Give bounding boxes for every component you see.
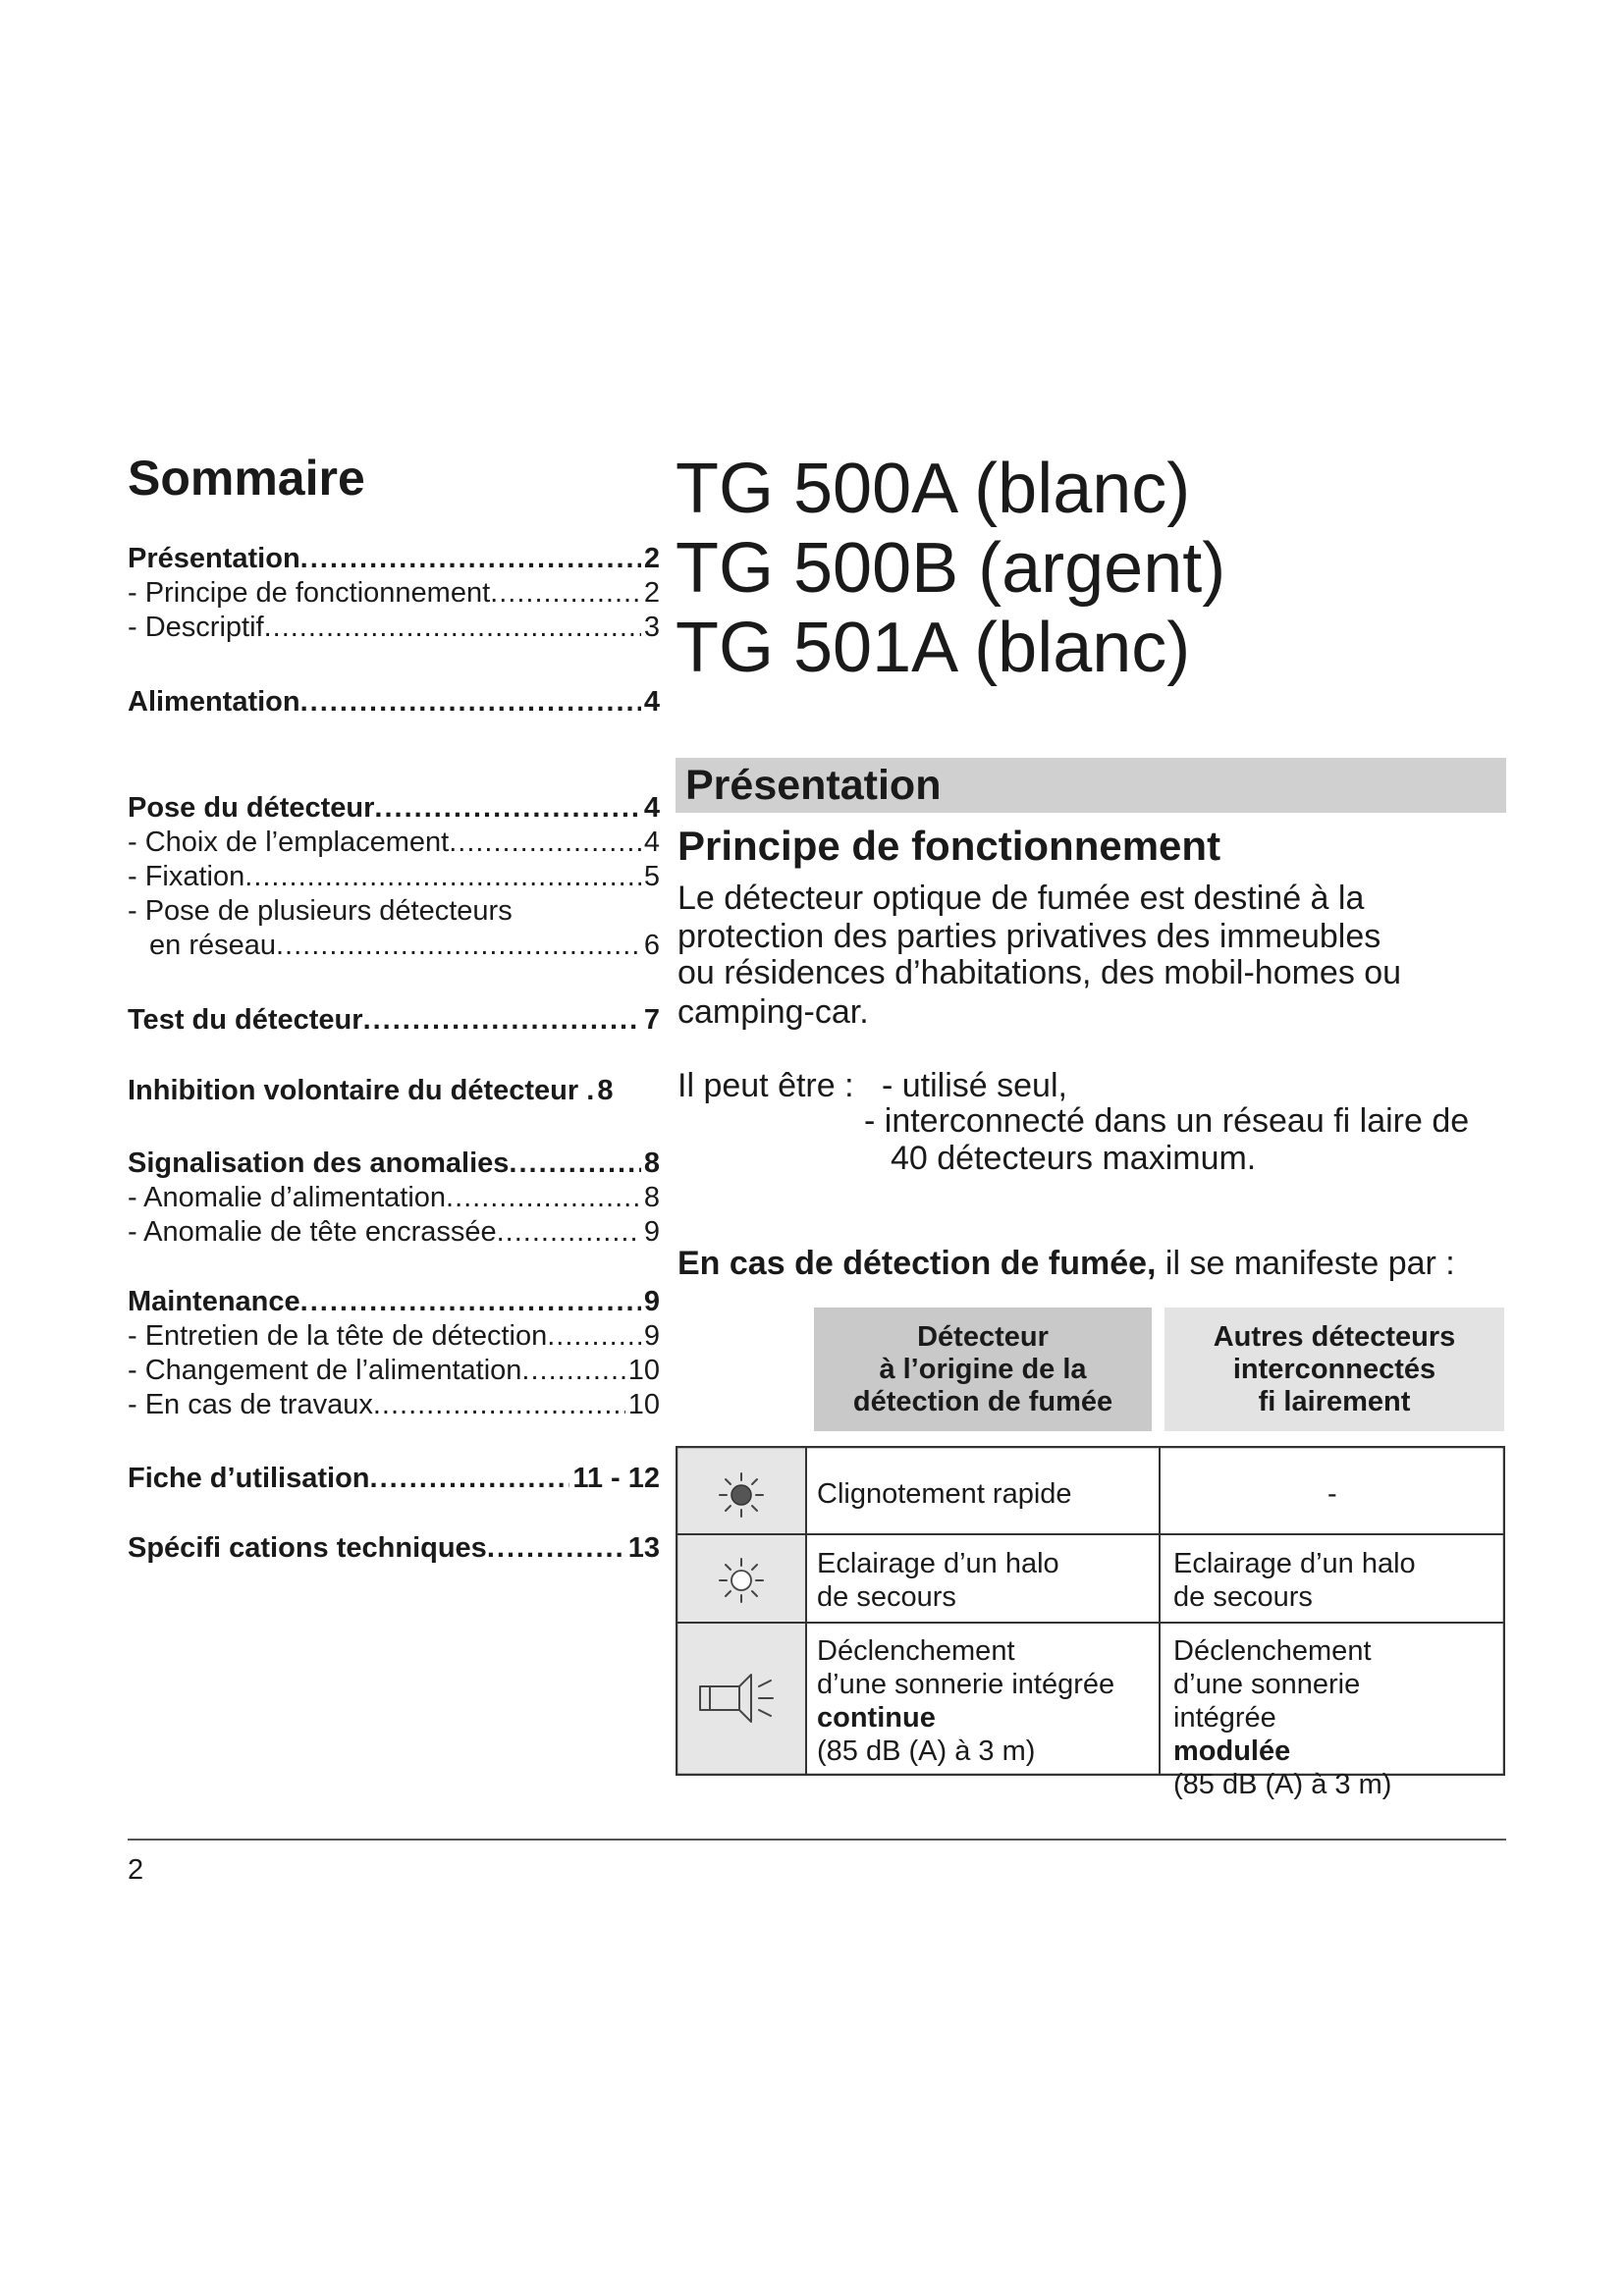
toc-page: 4: [643, 686, 660, 718]
toc-entry-fiche[interactable]: [128, 1462, 660, 1495]
header-line: fi lairement: [1258, 1385, 1411, 1417]
toc-label: en réseau: [149, 930, 276, 961]
cell-line: [1173, 1701, 1391, 1768]
page-number: 2: [128, 1854, 144, 1886]
row3-origin-cell: [817, 1634, 1114, 1768]
toc-page: 9: [643, 1216, 660, 1248]
row1-origin-cell: Clignotement rapide: [817, 1478, 1072, 1510]
toc-entry-principe[interactable]: [128, 576, 660, 610]
toc-entry-test[interactable]: [128, 1003, 660, 1037]
toc-label: Alimentation: [128, 686, 300, 718]
toc-page: 10: [627, 1389, 660, 1420]
cell-line: Déclenchement: [1173, 1635, 1372, 1667]
toc-label: Inhibition volontaire du détecteur .: [128, 1075, 595, 1106]
sommaire-title: Sommaire: [128, 451, 365, 506]
detection-intro: [677, 1245, 1455, 1282]
cell-bold-line: continue: [817, 1702, 936, 1734]
usage-item: - interconnecté dans un réseau fi laire de: [864, 1102, 1470, 1140]
toc-page: 8: [643, 1148, 660, 1179]
toc-entry-plusieurs[interactable]: - Pose de plusieurs détecteurs: [128, 895, 513, 927]
toc-page: 5: [643, 861, 660, 892]
row2-others-cell: [1173, 1547, 1416, 1614]
toc-entry-descriptif[interactable]: [128, 611, 660, 644]
header-line: interconnectés: [1232, 1353, 1436, 1385]
toc-entry-maintenance[interactable]: [128, 1285, 660, 1318]
toc-entry-alimentation[interactable]: [128, 685, 660, 719]
toc-label: - Fixation: [128, 861, 245, 892]
toc-entry-anomalie-alim[interactable]: [128, 1181, 660, 1214]
cell-line: Eclairage d’un halo: [1173, 1548, 1416, 1579]
header-others-cell: [1164, 1308, 1504, 1431]
toc-entry-presentation[interactable]: [128, 542, 660, 575]
toc-label: - Anomalie d’alimentation: [128, 1182, 447, 1213]
toc-label: Fiche d’utilisation: [128, 1463, 370, 1494]
cell-line: de secours: [817, 1581, 956, 1613]
toc-entry-travaux[interactable]: [128, 1388, 660, 1421]
header-line: Détecteur: [917, 1320, 1049, 1353]
section-title: Présentation: [685, 762, 942, 809]
footer-divider: [128, 1839, 1506, 1841]
toc-page: 6: [643, 930, 660, 961]
paragraph-line: camping-car.: [677, 993, 869, 1031]
toc-page: 9: [643, 1286, 660, 1317]
toc-label: - Changement de l’alimentation: [128, 1355, 522, 1386]
toc-page: 2: [643, 543, 660, 574]
cell-line: Déclenchement: [817, 1635, 1015, 1667]
header-line: détection de fumée: [852, 1385, 1113, 1417]
toc-entry-signalisation[interactable]: [128, 1147, 660, 1180]
toc-page: 10: [627, 1355, 660, 1386]
toc-page: 3: [643, 612, 660, 643]
model-title-2: TG 500B (argent): [676, 529, 1226, 608]
toc-entry-reseau[interactable]: [149, 929, 660, 962]
usage-intro: Il peut être :: [677, 1067, 854, 1104]
row3-others-cell: [1173, 1634, 1391, 1801]
light-halo-icon: [720, 1559, 763, 1602]
toc-page: 8: [643, 1182, 660, 1213]
toc-label: - Choix de l’emplacement: [128, 827, 450, 858]
toc-label: Signalisation des anomalies: [128, 1148, 510, 1179]
cell-line: d’une sonnerie: [1173, 1669, 1361, 1700]
cell-line: Eclairage d’un halo: [817, 1548, 1059, 1579]
paragraph-line: ou résidences d’habitations, des mobil-homes ou: [677, 954, 1402, 991]
paragraph-line: Le détecteur optique de fumée est destiné à la: [677, 880, 1365, 917]
usage-item: - utilisé seul,: [882, 1067, 1067, 1104]
header-line: Autres détecteurs: [1213, 1320, 1456, 1353]
toc-entry-entretien[interactable]: [128, 1319, 660, 1353]
cell-line: d’une sonnerie intégrée: [817, 1669, 1115, 1700]
toc-page: 8: [597, 1075, 614, 1106]
toc-page: 7: [643, 1004, 660, 1036]
paragraph-line: protection des parties privatives des immeubles: [677, 918, 1381, 955]
toc-entry-emplacement[interactable]: [128, 826, 660, 859]
cell-line: (85 dB (A) à 3 m): [817, 1735, 1036, 1767]
toc-label: - Principe de fonctionnement: [128, 577, 491, 609]
toc-page: 11 - 12: [572, 1463, 660, 1494]
toc-label: Pose du détecteur: [128, 792, 375, 824]
detection-rest: il se manifeste par :: [1156, 1245, 1455, 1282]
toc-entry-specifications[interactable]: [128, 1531, 660, 1565]
toc-label: - En cas de travaux: [128, 1389, 373, 1420]
subsection-title: Principe de fonctionnement: [677, 823, 1221, 869]
toc-entry-changement[interactable]: [128, 1354, 660, 1387]
toc-page: 13: [627, 1532, 660, 1564]
toc-label: Maintenance: [128, 1286, 300, 1317]
model-title-1: TG 500A (blanc): [676, 450, 1191, 528]
cell-bold: modulée: [1173, 1735, 1291, 1767]
cell-prefix: intégrée: [1173, 1702, 1276, 1734]
cell-line: (85 dB (A) à 3 m): [1173, 1769, 1392, 1800]
toc-page: 4: [643, 792, 660, 824]
toc-label: Test du détecteur: [128, 1004, 363, 1036]
toc-page: 9: [643, 1320, 660, 1352]
toc-label: Présentation: [128, 543, 300, 574]
toc-entry-anomalie-tete[interactable]: [128, 1215, 660, 1249]
row2-origin-cell: [817, 1547, 1059, 1614]
row1-others-cell: -: [1327, 1478, 1337, 1510]
toc-label: - Entretien de la tête de détection: [128, 1320, 548, 1352]
toc-page: 2: [643, 577, 660, 609]
header-origin-cell: [814, 1308, 1152, 1431]
header-line: à l’origine de la: [879, 1353, 1087, 1385]
toc-page: 4: [643, 827, 660, 858]
toc-label: - Descriptif: [128, 612, 264, 643]
toc-label: - Anomalie de tête encrassée: [128, 1216, 497, 1248]
toc-entry-fixation[interactable]: [128, 860, 660, 893]
detection-bold: En cas de détection de fumée,: [677, 1245, 1157, 1282]
model-title-3: TG 501A (blanc): [676, 609, 1191, 687]
cell-line: de secours: [1173, 1581, 1313, 1613]
toc-entry-inhibition[interactable]: [128, 1074, 660, 1107]
toc-entry-pose[interactable]: [128, 791, 660, 825]
toc-label: Spécifi cations techniques: [128, 1532, 487, 1564]
flashing-light-icon: [720, 1473, 763, 1517]
usage-item-cont: 40 détecteurs maximum.: [891, 1140, 1257, 1177]
